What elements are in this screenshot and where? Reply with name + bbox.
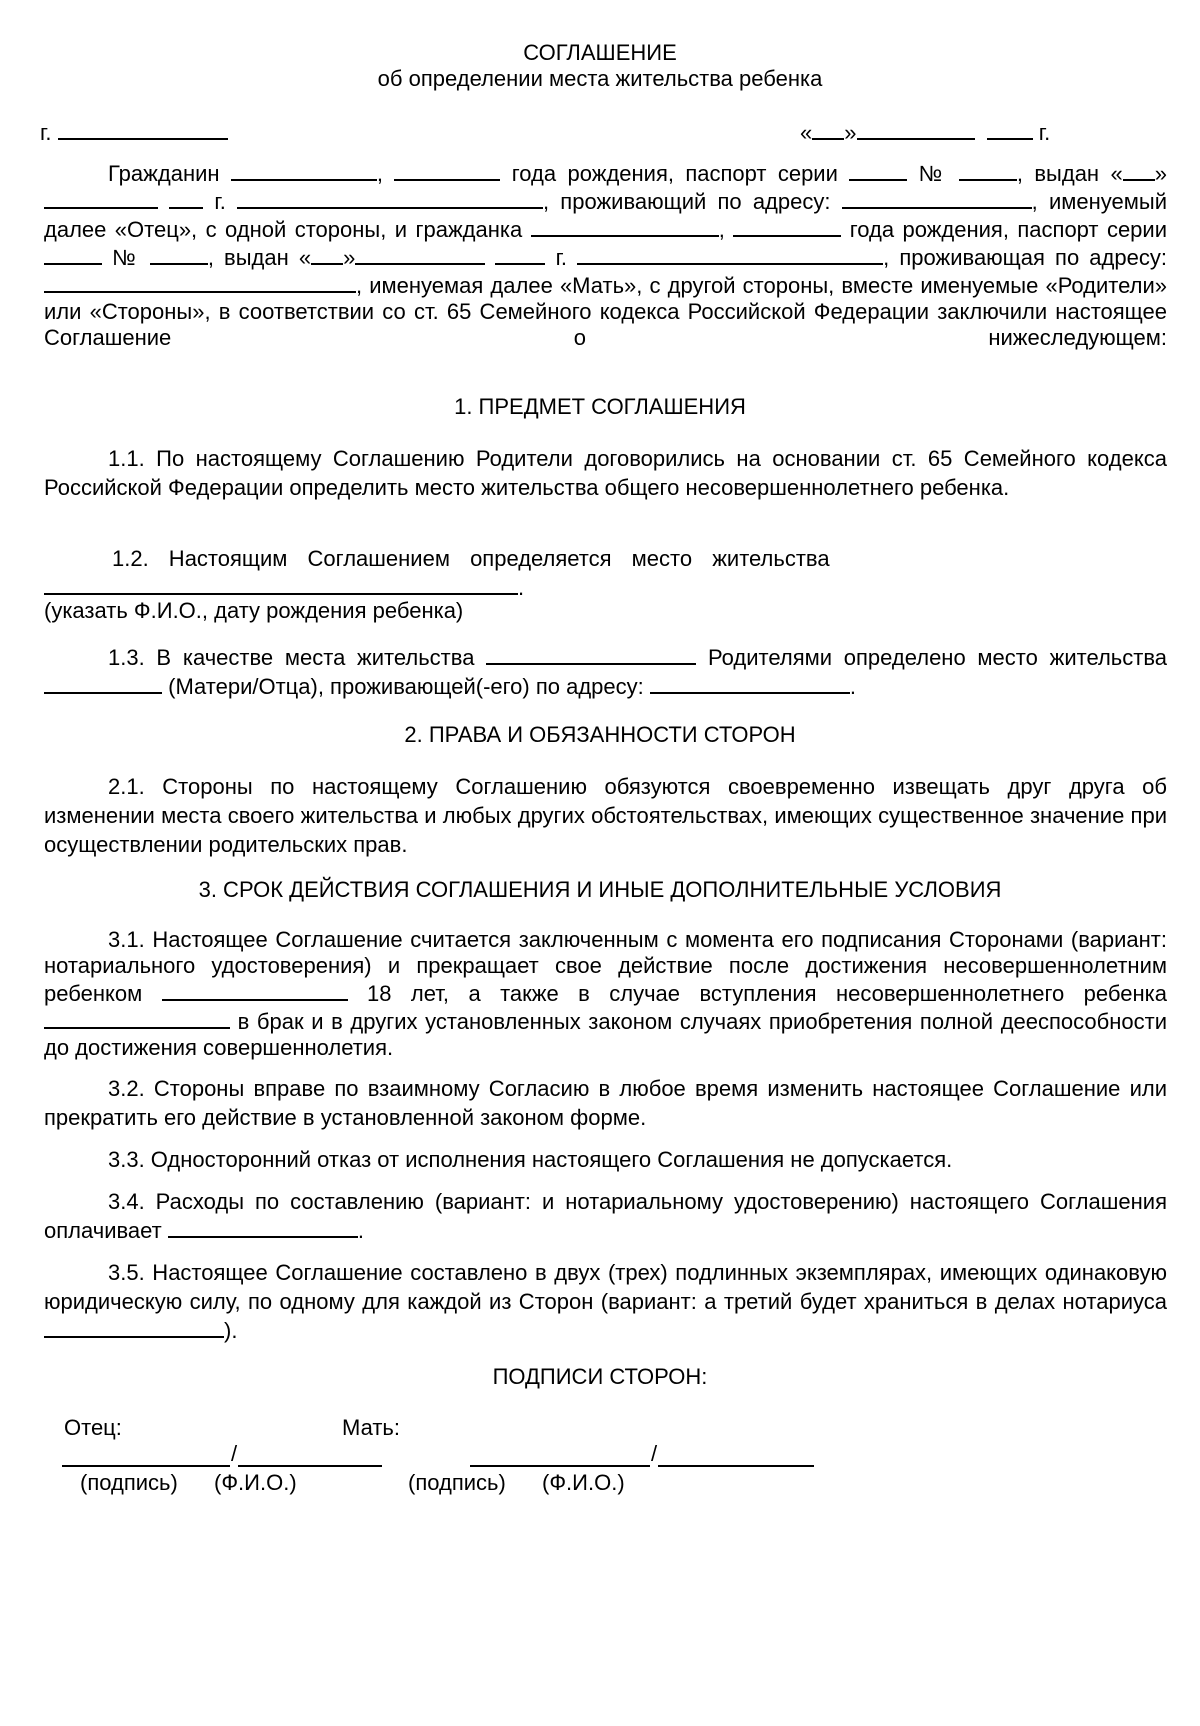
clause-3-4: 3.4. Расходы по составлению (вариант: и нотариальному удостоверению) настоящего Соглашения оплачивает . xyxy=(44,1189,1167,1243)
mother-fio-line xyxy=(658,1465,814,1467)
mother-fio-caption: (Ф.И.О.) xyxy=(542,1470,625,1495)
clause-1-2-hint: (указать Ф.И.О., дату рождения ребенка) xyxy=(44,598,464,623)
section-2-heading: 2. ПРАВА И ОБЯЗАННОСТИ СТОРОН xyxy=(404,722,796,747)
date-field: « » г. xyxy=(800,120,1051,145)
clause-3-3: 3.3. Односторонний отказ от исполнения настоящего Соглашения не допускается. xyxy=(108,1147,953,1172)
document-title: СОГЛАШЕНИЕ xyxy=(523,40,677,65)
intro-paragraph: Гражданин , года рождения, паспорт серии № , выдан « » г. , проживающий по адресу: , именуемый далее «Отец», с одной стороны, и гражданка , года рождения, паспорт серии № , выдан « » г. , проживающая по адресу: , именуемая далее «Мать», с другой стороны, вместе именуемые «Родители» или «Стороны», в соответствии со ст. 65 Семейного кодекса Российской Федерации заключили настоящее Соглашение о нижеследующем: xyxy=(44,161,1167,350)
father-fio-line xyxy=(238,1465,382,1467)
father-label: Отец: xyxy=(64,1415,122,1440)
document-subtitle: об определении места жительства ребенка xyxy=(377,66,823,91)
father-sign-caption: (подпись) xyxy=(80,1470,178,1495)
signatures-heading: ПОДПИСИ СТОРОН: xyxy=(492,1364,708,1389)
child-blank-line: . xyxy=(44,573,524,602)
clause-1-1: 1.1. По настоящему Соглашению Родители договорились на основании ст. 65 Семейного кодекса Российской Федерации определить место жительства общего несовершеннолетнего ребенка. xyxy=(44,446,1167,500)
clause-3-1: 3.1. Настоящее Соглашение считается заключенным с момента его подписания Сторонами (вариант: нотариального удостоверения) и прекращает свое действие после достижения несовершеннолетним ребенком 18 лет, а также в случае вступления несовершеннолетнего ребенка в брак и в других установленных законом случаях приобретения полной дееспособности до достижения совершеннолетия. xyxy=(44,927,1167,1060)
day-blank xyxy=(812,118,844,140)
father-fio-caption: (Ф.И.О.) xyxy=(214,1470,297,1495)
mother-sign-caption: (подпись) xyxy=(408,1470,506,1495)
document-page: СОГЛАШЕНИЕ об определении места жительства ребенка г. « » г. Гражданин , года рождения, паспорт серии № , выдан « » г. , проживающий по адресу: , именуемый далее «Отец», с одной стороны, и гражданка , года рождения, паспорт серии № , выдан « » г. , проживающая по адресу: , именуемая далее «Мать», с другой стороны, вместе именуемые «Родители» или «Стороны», в соответствии со ст. 65 Семейного кодекса Российской Федерации заключили настоящее Соглашение о нижеследующем: 1. ПРЕДМЕТ СОГЛАШЕНИЯ 1.1. По настоящему Соглашению Родители договорились на основании ст. 65 Семейного кодекса Российской Федерации определить место жительства общего несовершеннолетнего ребенка. 1.2. Настоящим Соглашением определяется место жительства . (указать Ф.И.О., дату рождения ребенка) 1.3. В качестве места жительства Родителями определено место жительства (Матери/Отца), проживающей(-его) по адресу: . 2. ПРАВА И ОБЯЗАННОСТИ СТОРОН 2.1. Стороны по настоящему Соглашению обязуются своевременно извещать друг друга об изменении места своего жительства и любых других обстоятельствах, имеющих существенное значение при осуществлении родительских прав. 3. СРОК ДЕЙСТВИЯ СОГЛАШЕНИЯ И ИНЫЕ ДОПОЛНИТЕЛЬНЫЕ УСЛОВИЯ 3.1. Настоящее Соглашение считается заключенным с момента его подписания Сторонами (вариант: нотариального удостоверения) и прекращает свое действие после достижения несовершеннолетним ребенком 18 лет, а также в случае вступления несовершеннолетнего ребенка в брак и в других установленных законом случаях приобретения полной дееспособности до достижения совершеннолетия. 3.2. Стороны вправе по взаимному Согласию в любое время изменить настоящее Соглашение или прекратить его действие в установленной законом форме. 3.3. Односторонний отказ от исполнения настоящего Соглашения не допускается. 3.4. Расходы по составлению (вариант: и нотариальному удостоверению) настоящего Соглашения оплачивает . 3.5. Настоящее Соглашение составлено в двух (трех) подлинных экземплярах, имеющих одинаковую юридическую силу, по одному для каждой из Сторон (вариант: а третий будет храниться в делах нотариуса ). ПОДПИСИ СТОРОН: Отец: Мать: / / (подпись) (Ф.И.О.) (подпись) (Ф.И.О.) xyxy=(0,0,1200,1726)
mother-signature-line xyxy=(470,1465,650,1467)
city-field: г. xyxy=(40,118,228,147)
city-blank xyxy=(58,118,228,140)
year-blank xyxy=(987,118,1033,140)
clause-3-5: 3.5. Настоящее Соглашение составлено в двух (трех) подлинных экземплярах, имеющих одинаковую юридическую силу, по одному для каждой из Сторон (вариант: а третий будет храниться в делах нотариуса ). xyxy=(44,1260,1167,1343)
clause-3-2: 3.2. Стороны вправе по взаимному Согласию в любое время изменить настоящее Соглашение или прекратить его действие в установленной законом форме. xyxy=(44,1076,1167,1130)
clause-1-2: 1.2. Настоящим Соглашением определяется место жительства xyxy=(112,546,830,571)
clause-2-1: 2.1. Стороны по настоящему Соглашению обязуются своевременно извещать друг друга об изменении места своего жительства и любых других обстоятельствах, имеющих существенное значение при осуществлении родительских прав. xyxy=(44,774,1167,857)
section-1-heading: 1. ПРЕДМЕТ СОГЛАШЕНИЯ xyxy=(454,394,746,419)
father-signature-line xyxy=(62,1465,230,1467)
mother-label: Мать: xyxy=(342,1415,400,1440)
section-3-heading: 3. СРОК ДЕЙСТВИЯ СОГЛАШЕНИЯ И ИНЫЕ ДОПОЛНИТЕЛЬНЫЕ УСЛОВИЯ xyxy=(198,877,1002,902)
clause-1-3: 1.3. В качестве места жительства Родителями определено место жительства (Матери/Отца), проживающей(-его) по адресу: . xyxy=(44,643,1167,701)
month-blank xyxy=(857,118,975,140)
